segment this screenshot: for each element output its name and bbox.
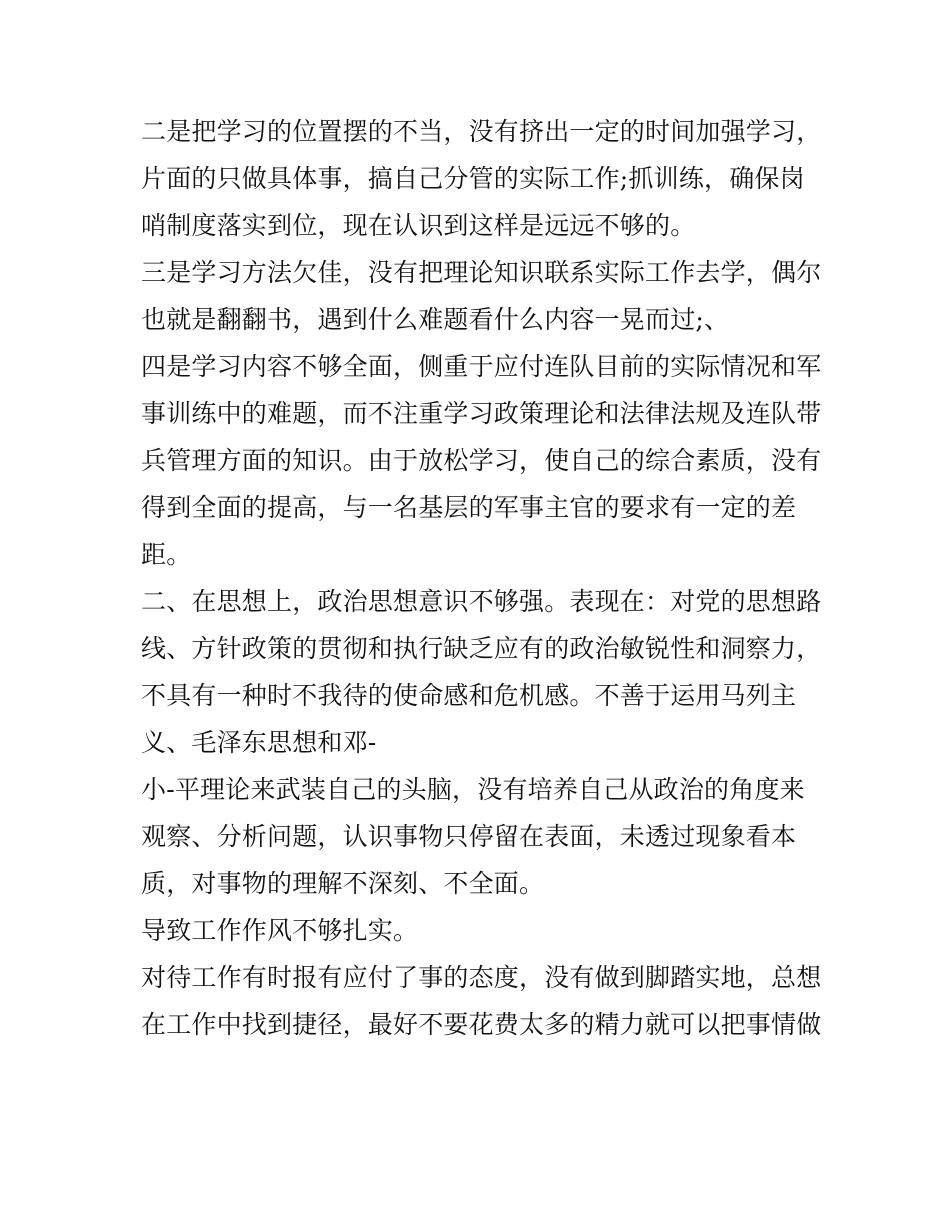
text-line: 兵管理方面的知识。由于放松学习，使自己的综合素质，没有 bbox=[141, 446, 822, 475]
text-line: 在工作中找到捷径，最好不要花费太多的精力就可以把事情做 bbox=[141, 1010, 822, 1039]
text-line: 哨制度落实到位，现在认识到这样是远远不够的。 bbox=[141, 211, 696, 240]
text-line: 质，对事物的理解不深刻、不全面。 bbox=[141, 869, 545, 898]
text-line: 线、方针政策的贯彻和执行缺乏应有的政治敏锐性和洞察力， bbox=[141, 634, 822, 663]
text-line: 对待工作有时报有应付了事的态度，没有做到脚踏实地，总想 bbox=[141, 963, 822, 992]
text-line: 三是学习方法欠佳，没有把理论知识联系实际工作去学，偶尔 bbox=[141, 258, 822, 287]
text-line: 不具有一种时不我待的使命感和危机感。不善于运用马列主 bbox=[141, 681, 797, 710]
text-line: 二、在思想上，政治思想意识不够强。表现在：对党的思想路 bbox=[141, 587, 822, 616]
text-line: 观察、分析问题，认识事物只停留在表面，未透过现象看本 bbox=[141, 822, 797, 851]
text-line: 也就是翻翻书，遇到什么难题看什么内容一晃而过;、 bbox=[141, 305, 730, 334]
text-line: 小-平理论来武装自己的头脑，没有培养自己从政治的角度来 bbox=[141, 775, 805, 804]
text-line: 事训练中的难题，而不注重学习政策理论和法律法规及连队带 bbox=[141, 399, 822, 428]
text-line: 距。 bbox=[141, 540, 192, 569]
text-line: 片面的只做具体事，搞自己分管的实际工作;抓训练，确保岗 bbox=[141, 164, 805, 193]
text-line: 导致工作作风不够扎实。 bbox=[141, 916, 419, 945]
text-line: 义、毛泽东思想和邓- bbox=[141, 728, 377, 757]
text-line: 二是把学习的位置摆的不当，没有挤出一定的时间加强学习， bbox=[141, 117, 822, 146]
document-body bbox=[141, 108, 831, 1048]
text-line: 四是学习内容不够全面，侧重于应付连队目前的实际情况和军 bbox=[141, 352, 822, 381]
text-line: 得到全面的提高，与一名基层的军事主官的要求有一定的差 bbox=[141, 493, 797, 522]
